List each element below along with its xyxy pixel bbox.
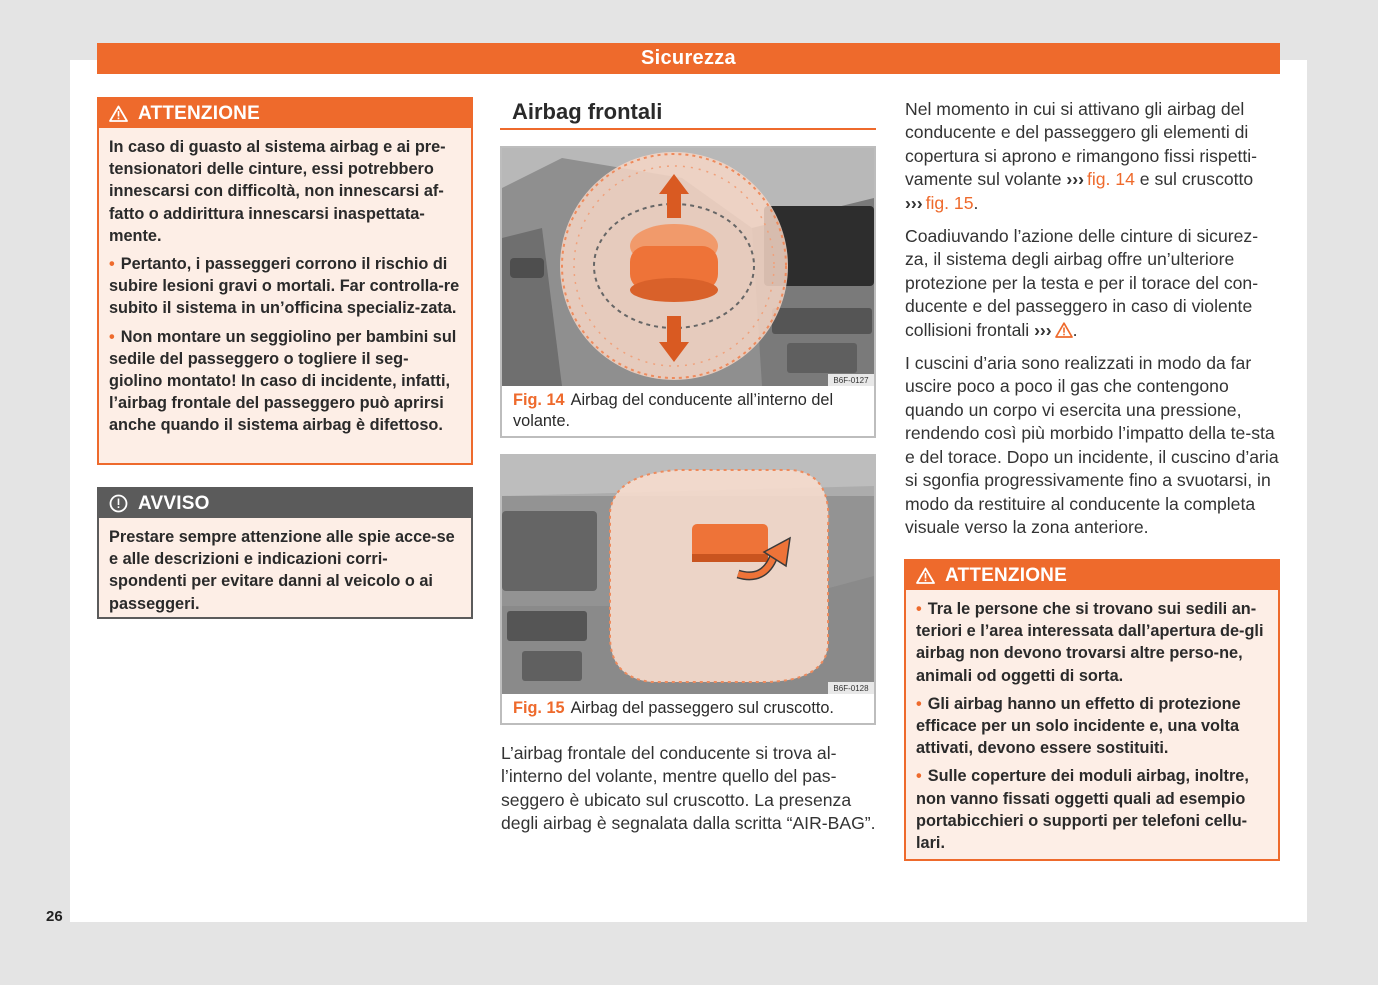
- warning-title: ATTENZIONE: [138, 102, 260, 124]
- warning-bullet: • Gli airbag hanno un effetto di protezione efficace per un solo incidente e, una volta attivati, devono essere sostituiti.: [916, 694, 1241, 758]
- figure-caption-text: Airbag del passeggero sul cruscotto.: [570, 699, 834, 717]
- section-title: Airbag frontali: [500, 97, 876, 130]
- warning-bullet: • Pertanto, i passeggeri corrono il rischio di subire lesioni gravi o mortali. Far controlla-re subito il sistema in un’officina specializ-zata.: [109, 255, 460, 318]
- figure-14: [500, 146, 876, 438]
- warning-triangle-icon: [916, 567, 935, 584]
- middle-paragraph: [501, 742, 877, 846]
- figure-caption: [502, 694, 874, 723]
- figure-caption: [502, 386, 874, 436]
- warning-header: [99, 99, 471, 128]
- bullet-icon: •: [109, 327, 115, 346]
- note-box: [97, 487, 473, 619]
- passenger-airbag-illustration: [502, 456, 874, 694]
- warning-box-left: [97, 97, 473, 465]
- bullet-icon: •: [109, 255, 115, 274]
- figure-caption-text: Airbag del conducente all’interno del volante.: [513, 391, 834, 430]
- page-number: 26: [46, 908, 63, 925]
- reference-arrow-icon: ›››: [1034, 319, 1052, 340]
- page-header: Sicurezza: [97, 43, 1280, 74]
- warning-bullet: • Sulle coperture dei moduli airbag, inoltre, non vanno fissati oggetti quali ad esempio portabicchieri o supporti per telefoni cellu-lari.: [916, 767, 1249, 853]
- bullet-icon: •: [916, 767, 922, 786]
- info-circle-icon: [109, 494, 128, 513]
- warning-triangle-icon: [109, 105, 128, 122]
- right-text: [905, 98, 1281, 549]
- warning-intro: In caso di guasto al sistema airbag e ai pre-tensionatori delle cinture, essi potrebbero innescarsi con difficoltà, non innescarsi af-fatto o addirittura innescarsi inaspettata-mente.: [109, 138, 446, 245]
- bullet-icon: •: [916, 694, 922, 713]
- warning-triangle-icon[interactable]: [1055, 322, 1073, 338]
- warning-title: ATTENZIONE: [945, 564, 1067, 586]
- driver-airbag-illustration: [502, 148, 874, 386]
- bullet-icon: •: [916, 600, 922, 618]
- body-text: L’airbag frontale del conducente si trova al-l’interno del volante, mentre quello del pas-seggero è ubicato sul cruscotto. La presenza degli airbag è segnalata dalla scritta “AIR-BAG”.: [501, 743, 876, 834]
- figure-label: Fig. 14: [513, 391, 565, 409]
- figure-link[interactable]: fig. 15: [925, 192, 974, 213]
- body-text: I cuscini d’aria sono realizzati in modo da far uscire poco a poco il gas che contengono quando un corpo vi esercita una pressione, rendendo così più morbido l’impatto della te-sta e del torace. Dopo un incidente, il cuscino d’aria si sgonfia progressivamente fino a svuotarsi, in modo da restituire al conducente la completa visuale verso la zona anteriore.: [905, 353, 1279, 537]
- warning-bullet: • Tra le persone che si trovano sui sedili an-teriori e l’area interessata dall’apertura de-gli airbag non devono trovarsi altre perso-ne, animali od oggetti di sorta.: [916, 600, 1264, 685]
- figure-label: Fig. 15: [513, 699, 565, 717]
- note-title: AVVISO: [138, 492, 210, 514]
- note-header: [99, 489, 471, 518]
- figure-code: B6F-0128: [833, 684, 869, 693]
- warning-header: [906, 561, 1278, 590]
- body-text: Coadiuvando l’azione delle cinture di sicurez-za, il sistema degli airbag offre un’ulteriore protezione per la testa e per il torace del con-ducente e del passeggero in caso di violente collisioni frontali ››› .: [905, 226, 1259, 340]
- reference-arrow-icon: ›››: [1066, 169, 1084, 190]
- warning-bullet: • Non montare un seggiolino per bambini sul sedile del passeggero o togliere il seg-giolino montato! In caso di incidente, infatti, l’airbag frontale del passeggero può aprirsi anche quando il sistema airbag è difettoso.: [109, 327, 457, 435]
- body-text: Nel momento in cui si attivano gli airbag del conducente e del passeggero gli elementi di copertura si aprono e rimangono fissi rispetti-vamente sul volante ››› fig. 14 e sul cruscotto ››› fig. 15.: [905, 99, 1258, 213]
- warning-box-right: [904, 559, 1280, 861]
- figure-code: B6F-0127: [833, 376, 869, 385]
- figure-15: [500, 454, 876, 725]
- note-text: Prestare sempre attenzione alle spie acce-se e alle descrizioni e indicazioni corri-spondenti per evitare danni al veicolo o ai passeggeri.: [109, 528, 455, 613]
- figure-link[interactable]: fig. 14: [1086, 169, 1135, 190]
- reference-arrow-icon: ›››: [905, 192, 923, 213]
